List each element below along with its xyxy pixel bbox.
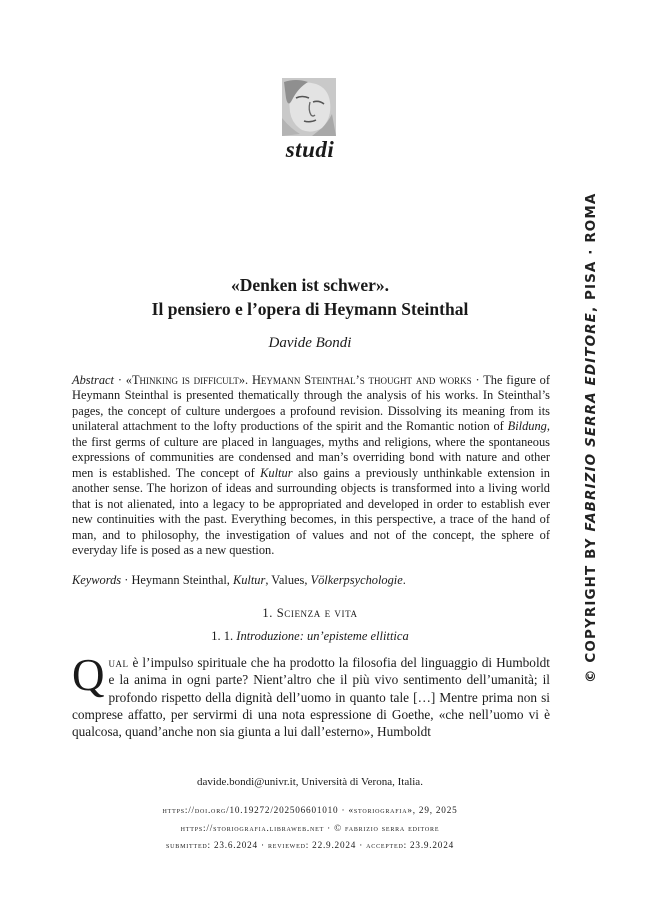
keyword: Heymann Steinthal, <box>131 573 233 587</box>
body-paragraph <box>72 650 550 740</box>
abstract-term: Kultur <box>260 465 293 480</box>
section-heading: 1. Scienza e vita <box>262 606 358 620</box>
author-name: Davide Bondi <box>268 335 352 351</box>
publisher-line: https://storiografia.libraweb.net · © fabrizio serra editore <box>180 823 440 833</box>
vertical-copyright-notice <box>583 193 599 683</box>
author-affiliation-footnote: davide.bondi@univr.it, Università di Verona, Italia. <box>197 776 423 788</box>
section-label: studi <box>285 137 335 162</box>
keyword: Völkerpsychologie <box>310 573 403 587</box>
body-text: è l’impulso spirituale che ha prodotto la filosofia del linguaggio di Humboldt e la anima in ogni parte? Nient’altro che il più vivo sentimento dell’umanità; il profondo rispetto della dignità dell’uomo in quanto tale […] Mentre prima non si comprese affatto, per servirmi di una nota espressione di Goethe, «che nell’uomo vi è qualcosa, quand’anche non sia giunta a lui dall’esterno», Humboldt <box>72 655 550 740</box>
abstract-term: Bildung <box>507 419 547 434</box>
keyword: Kultur <box>232 573 266 587</box>
abstract-text: also gains a previously unthinkable extension in another sense. The horizon of ideas and surrounding objects is transformed into a living world that is not alienated, into a legacy to be appropriated and developed in order to establish ever new continuities with the past. Everything becomes, in this perspective, a trace of the hand of man, and to philosophy, the investigation of values and not of the concept, the sphere of everyday life is posed as a new question. <box>72 465 550 557</box>
doi-line: https://doi.org/10.19272/202506601010 · «storiografia», 29, 2025 <box>162 805 458 815</box>
keywords-end: . <box>402 573 406 587</box>
subsection-number: 1. 1. <box>211 629 237 643</box>
abstract-text: , the first germs of culture are placed in languages, myths and religions, where the spontaneous expressions of communities are condensed and man’s overriding bond with nature and other men is established. The concept of <box>72 419 550 480</box>
journal-logo-face-icon <box>282 78 336 136</box>
copyright-text: , PISA · ROMA <box>583 192 599 313</box>
article-title-line-2: Il pensiero e l’opera di Heymann Steinthal <box>151 299 469 319</box>
copyright-publisher: FABRIZIO SERRA EDITORE <box>583 312 599 532</box>
abstract-separator: · <box>471 373 484 387</box>
drop-cap: Q <box>72 650 105 700</box>
abstract-separator: · <box>114 373 126 387</box>
abstract-label: Abstract <box>72 373 114 387</box>
copyright-text: © COPYRIGHT BY <box>583 531 599 683</box>
review-dates-line: submitted: 23.6.2024 · reviewed: 22.9.2024 · accepted: 23.9.2024 <box>166 840 454 850</box>
abstract-text: The figure of Heymann Steinthal is presented thematically through the analysis of his works. In Steinthal’s pages, the concept of culture undergoes a profound revision. Dissolving its meaning from its unilateral attachment to the lofty productions of the spirit and the Romantic notion of <box>72 373 551 434</box>
subsection-title: Introduzione: un’episteme ellittica <box>236 629 409 643</box>
keywords <box>72 573 550 588</box>
article-title-line-1: «Denken ist schwer». <box>231 275 389 295</box>
abstract <box>72 373 550 558</box>
keyword: , Values, <box>265 573 311 587</box>
keywords-separator: · <box>121 573 132 587</box>
body-smallcaps-lead: ual <box>108 655 129 670</box>
subsection-heading <box>0 629 620 644</box>
keywords-label: Keywords <box>72 573 122 587</box>
abstract-english-title: «Thinking is difficult». Heymann Steinthal’s thought and works <box>125 373 472 387</box>
